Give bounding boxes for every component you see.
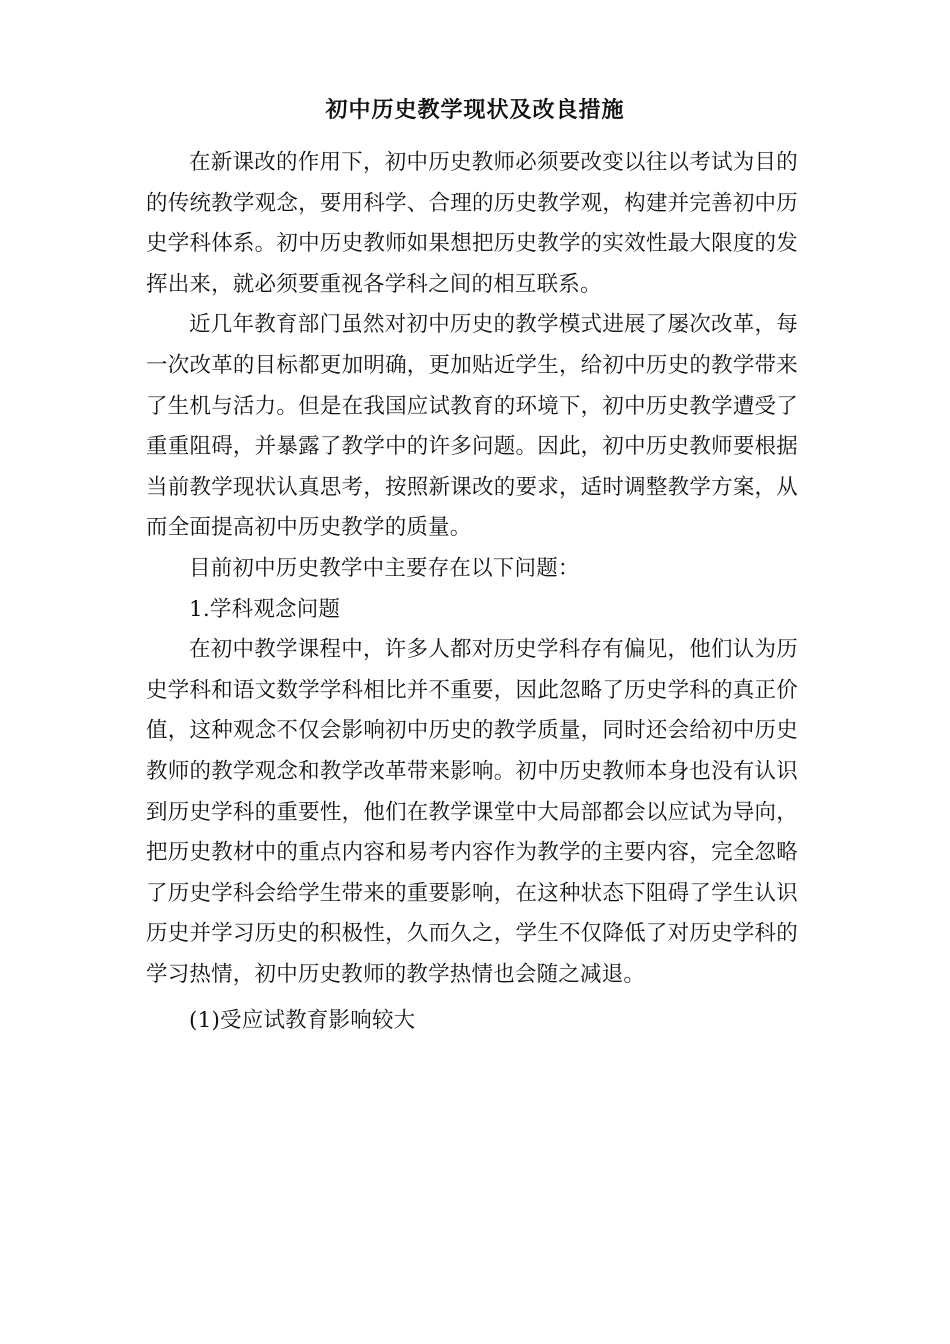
subsection-heading-1: (1)受应试教育影响较大 bbox=[189, 1008, 416, 1034]
paragraph-problems-lead: 目前初中历史教学中主要存在以下问题： bbox=[189, 555, 580, 581]
paragraph-reform: 近几年教育部门虽然对初中历史的教学模式进展了屡次改革，每一次改革的目标都更加明确，更加贴近学生，给初中历史的教学带来了生机与活力。但是在我国应试教育的环境下，初中历史教学遭受了重重阻碍，并暴露了教学中的许多问题。因此，初中历史教师要根据当前教学现状认真思考，按照新课改的要求，适时调整教学方案，从而全面提高初中历史教学的质量。 bbox=[146, 312, 798, 541]
document-body bbox=[146, 143, 798, 1042]
paragraph-intro: 在新课改的作用下，初中历史教师必须要改变以往以考试为目的的传统教学观念，要用科学、合理的历史教学观，构建并完善初中历史学科体系。初中历史教师如果想把历史教学的实效性最大限度的发挥出来，就必须要重视各学科之间的相互联系。 bbox=[146, 150, 798, 297]
section-heading-1: 1.学科观念问题 bbox=[189, 596, 341, 622]
paragraph-subject-concept: 在初中教学课程中，许多人都对历史学科存有偏见，他们认为历史学科和语文数学学科相比并不重要，因此忽略了历史学科的真正价值，这种观念不仅会影响初中历史的教学质量，同时还会给初中历史教师的教学观念和教学改革带来影响。初中历史教师本身也没有认识到历史学科的重要性，他们在教学课堂中大局部都会以应试为导向，把历史教材中的重点内容和易考内容作为教学的主要内容，完全忽略了历史学科会给学生带来的重要影响，在这种状态下阻碍了学生认识历史并学习历史的积极性，久而久之，学生不仅降低了对历史学科的学习热情，初中历史教师的教学热情也会随之减退。 bbox=[146, 637, 798, 987]
document-title: 初中历史教学现状及改良措施 bbox=[325, 97, 625, 123]
